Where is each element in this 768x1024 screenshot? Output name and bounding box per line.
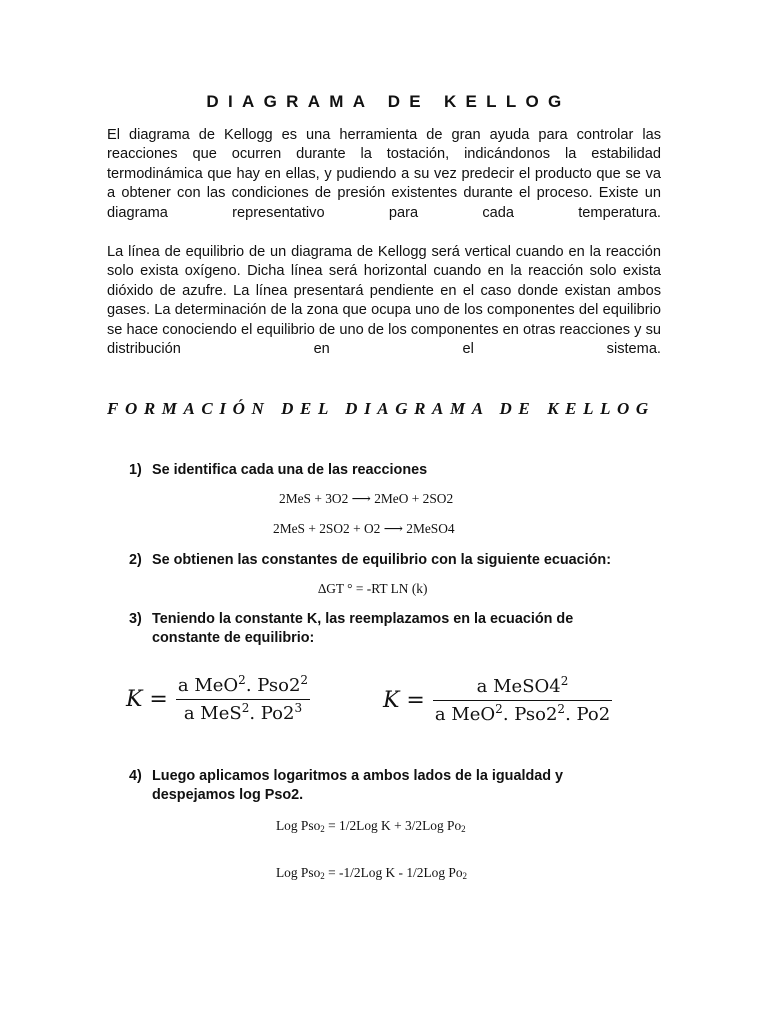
paragraph-text: La línea de equilibrio de un diagrama de Kellogg será vertical cuando en la reacción solo exista oxígeno. Dicha línea será horizontal cuando en la reacción solo exista dióxido de azufre. La línea presentará pendiente en el caso donde existan ambos gases. La determinación de la zona que ocupa uno de los componentes del equilibrio se hace conociendo el equilibrio de uno de los componentes en otras reacciones y su distribución en el sistema. bbox=[107, 244, 661, 358]
step-text-continued: constante de equilibrio: bbox=[152, 630, 315, 646]
denominator: a MeO$^2$. $Pso2^2$. Po2 bbox=[434, 702, 611, 726]
step-1 bbox=[129, 461, 427, 480]
step-2 bbox=[129, 551, 611, 570]
paragraph-text: El diagrama de Kellogg es una herramienta de gran ayuda para controlar las reacciones que ocurren durante la tostación, indicándonos la estabilidad termodinámica que hay en ellas, y pudiendo a su vez predecir el producto que se va a obtener con las condiciones de presión existentes durante el proceso. Existe un diagrama representativo para cada temperatura. bbox=[107, 127, 661, 221]
log-equation-2: Log Pso$_2$ = -1/2Log K - 1/2Log $Po_2$ bbox=[276, 865, 468, 881]
gibbs-equation: ∆GT ° = -RT LN (k) bbox=[318, 581, 428, 596]
log-equation-1: Log Pso$_2$ = 1/2Log K + 3/2Log $Po_2$ bbox=[276, 818, 466, 834]
step-text: Se identifica cada una de las reacciones bbox=[152, 462, 428, 478]
step-number: 2) bbox=[129, 552, 142, 568]
numerator: a $MeSO4^2$ bbox=[476, 674, 569, 697]
section-title: FORMACIÓN DEL DIAGRAMA DE KELLOG bbox=[107, 399, 655, 418]
fraction-bar bbox=[176, 699, 310, 700]
step-number: 4) bbox=[129, 768, 142, 784]
step-text: Luego aplicamos logaritmos a ambos lados de la igualdad y bbox=[152, 768, 564, 784]
fraction bbox=[176, 675, 310, 724]
denominator: a MeS$^2$. $Po2^3$ bbox=[183, 701, 303, 725]
k-lhs: K = bbox=[126, 687, 168, 713]
step-text-continued: despejamos log Pso2. bbox=[152, 787, 304, 803]
step-text: Se obtienen las constantes de equilibrio con la siguiente ecuación: bbox=[152, 552, 612, 568]
reaction-equation-1: 2MeS + 3O2 ⟶ 2MeO + 2SO2 bbox=[279, 491, 454, 506]
step-3 bbox=[129, 610, 573, 648]
equilibrium-paragraph bbox=[107, 243, 661, 359]
k-lhs: K = bbox=[383, 688, 425, 714]
numerator: a MeO$^2$. $Pso2^2$ bbox=[177, 673, 309, 696]
step-text: Teniendo la constante K, las reemplazamos en la ecuación de bbox=[152, 611, 574, 627]
k-formula-2 bbox=[383, 676, 612, 725]
document-title: DIAGRAMA DE KELLOG bbox=[206, 92, 571, 111]
step-number: 3) bbox=[129, 611, 142, 627]
fraction bbox=[433, 676, 612, 725]
step-4 bbox=[129, 767, 563, 805]
step-number: 1) bbox=[129, 462, 142, 478]
reaction-equation-2: 2MeS + 2SO2 + O2 ⟶ 2MeSO4 bbox=[273, 521, 455, 536]
intro-paragraph bbox=[107, 126, 661, 223]
k-formula-1 bbox=[126, 675, 310, 724]
fraction-bar bbox=[433, 700, 612, 701]
